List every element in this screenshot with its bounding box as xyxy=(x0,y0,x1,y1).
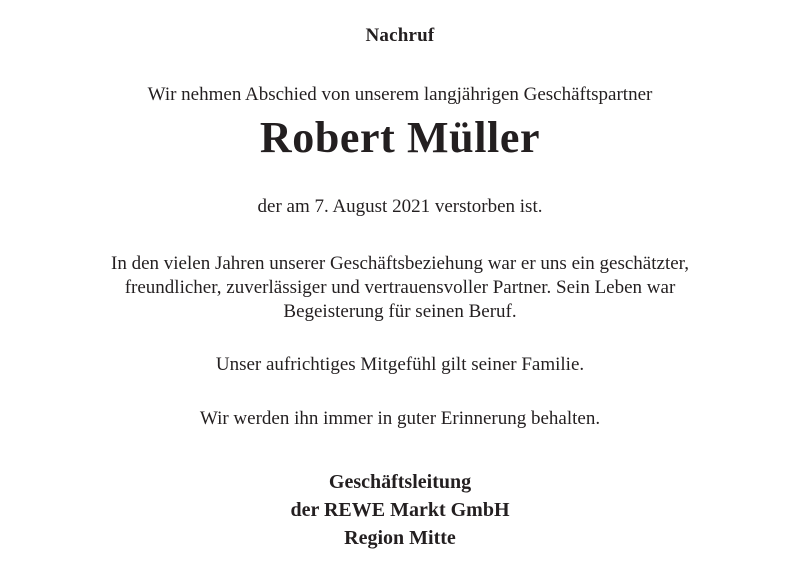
deceased-name: Robert Müller xyxy=(259,113,541,162)
death-date-line: der am 7. August 2021 verstorben ist. xyxy=(257,196,543,217)
notice-heading: Nachruf xyxy=(365,25,435,46)
intro-text: Wir nehmen Abschied von unserem langjährigen Geschäftspartner xyxy=(147,84,653,105)
tribute-line: freundlicher, zuverlässiger und vertrauensvoller Partner. Sein Leben war xyxy=(124,277,676,298)
memory-text: Wir werden ihn immer in guter Erinnerung behalten. xyxy=(199,408,601,429)
signature-line: Region Mitte xyxy=(344,527,456,549)
signature-line: der REWE Markt GmbH xyxy=(290,499,510,521)
tribute-line: In den vielen Jahren unserer Geschäftsbeziehung war er uns ein geschätzter, xyxy=(111,253,689,274)
tribute-line: Begeisterung für seinen Beruf. xyxy=(283,301,517,322)
signature-line: Geschäftsleitung xyxy=(328,471,472,493)
tribute-paragraph xyxy=(0,252,800,324)
sympathy-text: Unser aufrichtiges Mitgefühl gilt seiner Familie. xyxy=(215,354,585,375)
signature-block xyxy=(0,468,800,552)
